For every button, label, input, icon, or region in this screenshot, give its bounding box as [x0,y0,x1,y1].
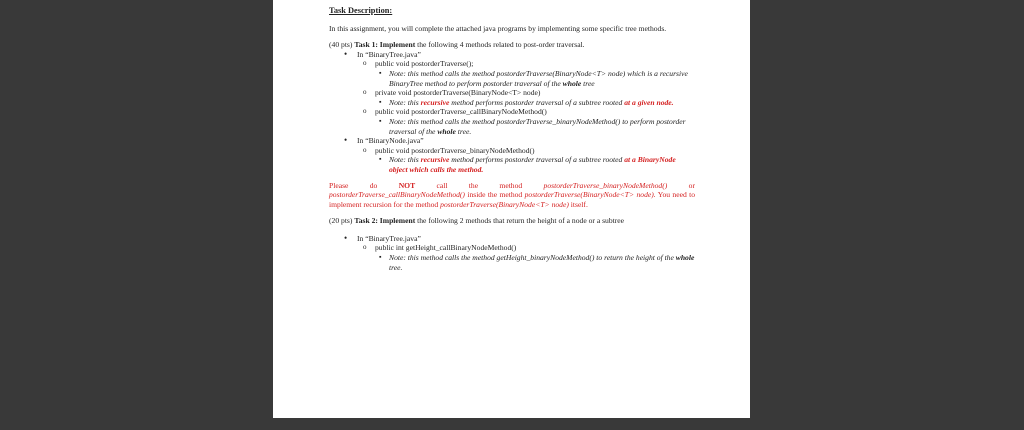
note-text: Note: this method calls the method postorderTraverse(BinaryNode<T> node) which is a recursive BinaryTree method to perform postorder traversal of the [389,68,688,88]
warn-method: postorderTraverse_binaryNodeMethod() [543,180,668,190]
warn-text: or [688,180,695,190]
task1-method-2: o private void postorderTraverse(BinaryNode<T> node) [329,88,695,98]
task2-heading [329,216,695,226]
task1-method-1: o public void postorderTraverse(); [329,59,695,69]
task1-method-2-note [329,98,695,108]
warn-text: itself. [570,199,588,209]
note-text: Note: this method calls the method getHeight_binaryNodeMethod() to return the height of the [389,253,674,263]
task1-method-4-note [329,155,695,174]
task1-method-3: o public void postorderTraverse_callBinaryNodeMethod() [329,107,695,117]
note-end: tree. [457,126,472,136]
warning-paragraph [329,181,695,210]
warn-method: postorderTraverse_callBinaryNodeMethod() [329,190,465,200]
note-text: method performs postorder traversal of a subtree rooted [451,155,623,165]
warn-method: postorderTraverse(BinaryNode<T> node) [440,199,569,209]
warn-text: Please do [329,180,378,190]
task2-method-1-note [329,253,695,272]
task1-heading [329,40,695,50]
task2-points: (20 pts) [329,216,353,226]
task1-file-binarynode: • In “BinaryNode.java” [329,136,695,146]
warn-text: You need to implement recursion for the method [329,190,696,209]
warn-method: postorderTraverse(BinaryNode<T> node). [524,190,656,200]
doc-title: Task Description: [329,6,393,15]
note-bold: whole [562,78,582,88]
warn-text: call the method [436,180,523,190]
task1-label: Task 1: Implement [354,40,416,50]
note-bold: whole [437,126,456,136]
note-red: recursive [420,97,450,107]
task1-method-1-note [329,69,695,88]
document-page [273,0,750,418]
task1-text: the following 4 methods related to post-order traversal. [417,40,585,50]
task1-points: (40 pts) [329,40,353,50]
note-text: Note: this method calls the method postorderTraverse_binaryNodeMethod() to perform postorder traversal of the [389,116,686,136]
intro-paragraph: In this assignment, you will complete the attached java programs by implementing some specific tree methods. [329,23,667,33]
task1-file-binarytree: • In “BinaryTree.java” [329,50,695,60]
warn-text: inside the method [467,190,523,200]
task1-method-3-note [329,117,695,136]
task2-text: the following 2 methods that return the height of a node or a subtree [417,216,625,226]
note-red: recursive [420,155,450,165]
task2-method-1: o public int getHeight_callBinaryNodeMethod() [329,243,695,253]
task2-label: Task 2: Implement [354,216,416,226]
note-red-bold: at a BinaryNode object which calls the method. [389,155,676,174]
warn-not: NOT [398,180,416,190]
task1-method-4: o public void postorderTraverse_binaryNodeMethod() [329,146,695,156]
note-bold: whole [675,253,695,263]
note-end: tree. [389,262,403,272]
note-text: Note: this [389,155,419,165]
note-text: Note: this [389,97,419,107]
task2-file-binarytree: • In “BinaryTree.java” [329,234,695,244]
task2-list [329,234,695,272]
note-end: tree [583,78,595,88]
note-text: method performs postorder traversal of a subtree rooted [451,97,623,107]
note-red-bold: at a given node. [624,97,674,107]
document-content [329,6,695,272]
task1-list [329,50,695,175]
